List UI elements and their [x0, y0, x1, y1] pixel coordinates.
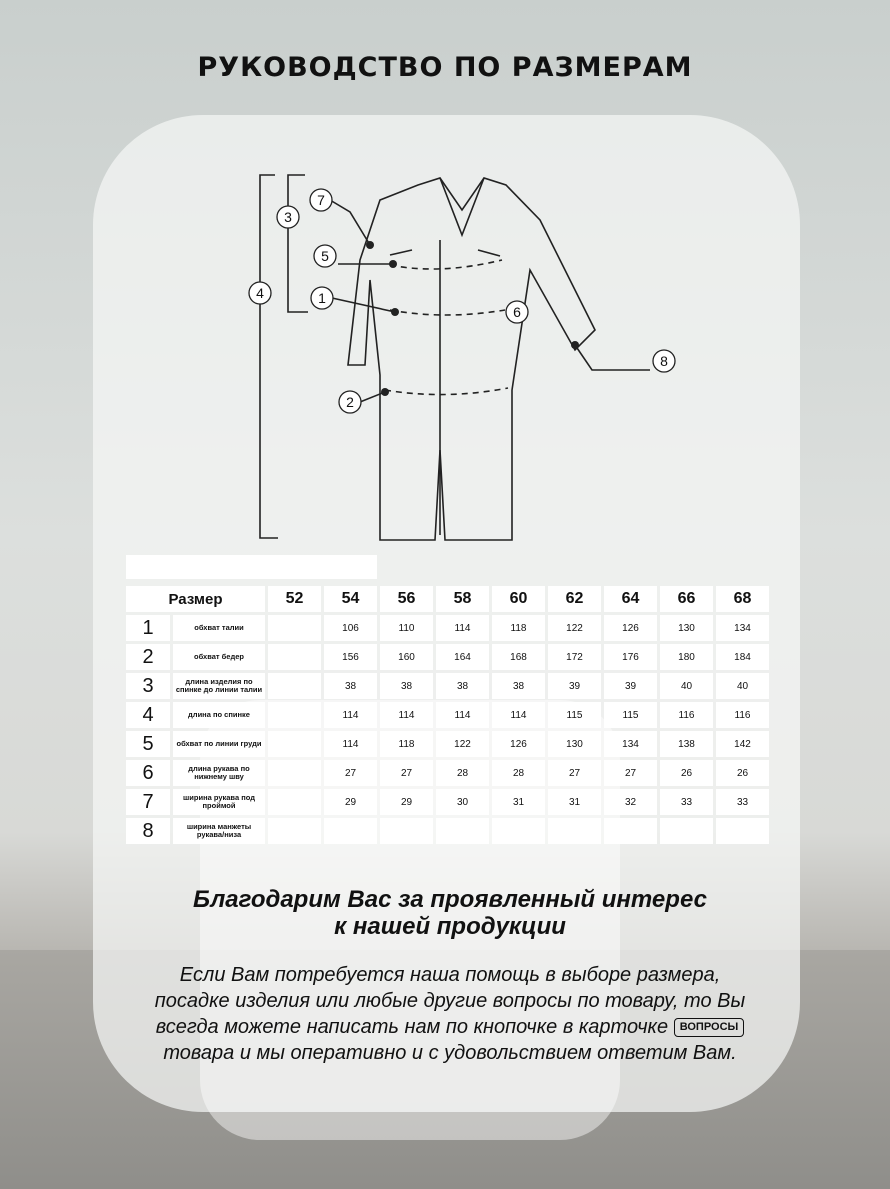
table-cell: 38 [380, 673, 433, 699]
size-header-64: 64 [604, 586, 657, 612]
table-cell: 28 [492, 760, 545, 786]
table-cell: 106 [324, 615, 377, 641]
table-row [126, 615, 769, 641]
size-header-62: 62 [548, 586, 601, 612]
table-cell: 27 [380, 760, 433, 786]
marker-label-8: 8 [660, 353, 668, 369]
table-cell [268, 731, 321, 757]
table-cell [660, 818, 713, 844]
help-text-part-1: Если Вам потребуется наша помощь в выборе размера, посадке изделия или любые другие вопросы по товару, то Вы всегда можете написать нам по кнопочке в карточке [154, 964, 746, 1038]
row-number: 5 [126, 731, 170, 757]
size-table [123, 583, 772, 847]
table-cell: 26 [716, 760, 769, 786]
table-cell: 40 [716, 673, 769, 699]
table-cell: 164 [436, 644, 489, 670]
row-label: длина изделия по спинке до линии талии [173, 673, 265, 699]
thanks-line-2: к нашей продукции [334, 913, 566, 940]
row-label: длина по спинке [173, 702, 265, 728]
table-row [126, 760, 769, 786]
size-header-66: 66 [660, 586, 713, 612]
table-cell: 39 [604, 673, 657, 699]
row-label: обхват бедер [173, 644, 265, 670]
table-cell: 122 [548, 615, 601, 641]
table-row [126, 644, 769, 670]
table-cell [268, 702, 321, 728]
table-cell: 29 [324, 789, 377, 815]
row-label: обхват талии [173, 615, 265, 641]
table-cell: 27 [324, 760, 377, 786]
table-cell [268, 673, 321, 699]
row-number: 8 [126, 818, 170, 844]
marker-label-3: 3 [284, 209, 292, 225]
row-number: 4 [126, 702, 170, 728]
table-cell: 114 [436, 702, 489, 728]
size-header-label: Размер [126, 586, 265, 612]
table-cell [324, 818, 377, 844]
table-cell [492, 818, 545, 844]
table-cell [268, 644, 321, 670]
table-row [126, 702, 769, 728]
marker-label-6: 6 [513, 304, 521, 320]
table-cell: 110 [380, 615, 433, 641]
table-cell: 39 [548, 673, 601, 699]
table-cell: 118 [492, 615, 545, 641]
table-cell: 134 [716, 615, 769, 641]
table-cell: 38 [436, 673, 489, 699]
size-header-56: 56 [380, 586, 433, 612]
table-cell: 29 [380, 789, 433, 815]
size-header-52: 52 [268, 586, 321, 612]
table-cell: 138 [660, 731, 713, 757]
help-text-part-2: товара и мы оперативно и с удовольствием ответим Вам. [163, 1042, 737, 1064]
table-row [126, 818, 769, 844]
table-cell [268, 760, 321, 786]
row-label: ширина манжеты рукава/низа [173, 818, 265, 844]
table-cell: 156 [324, 644, 377, 670]
table-cell [716, 818, 769, 844]
table-cell: 184 [716, 644, 769, 670]
table-cell: 118 [380, 731, 433, 757]
table-cell [268, 818, 321, 844]
questions-button[interactable]: ВОПРОСЫ [674, 1018, 745, 1037]
row-number: 2 [126, 644, 170, 670]
marker-label-5: 5 [321, 248, 329, 264]
table-cell: 176 [604, 644, 657, 670]
table-cell: 114 [436, 615, 489, 641]
table-cell [380, 818, 433, 844]
table-cell: 142 [716, 731, 769, 757]
table-cell: 116 [716, 702, 769, 728]
table-cell: 130 [660, 615, 713, 641]
table-cell [548, 818, 601, 844]
thanks-heading [100, 886, 800, 940]
size-header-60: 60 [492, 586, 545, 612]
table-cell [268, 789, 321, 815]
table-cell: 38 [324, 673, 377, 699]
table-cell: 115 [604, 702, 657, 728]
marker-label-7: 7 [317, 192, 325, 208]
table-cell [268, 615, 321, 641]
row-number: 7 [126, 789, 170, 815]
table-title-cell [126, 555, 377, 579]
table-cell: 116 [660, 702, 713, 728]
table-cell: 32 [604, 789, 657, 815]
table-cell: 31 [492, 789, 545, 815]
table-cell: 33 [660, 789, 713, 815]
table-cell: 31 [548, 789, 601, 815]
table-cell: 172 [548, 644, 601, 670]
table-cell: 168 [492, 644, 545, 670]
row-label: ширина рукава под проймой [173, 789, 265, 815]
table-cell: 160 [380, 644, 433, 670]
row-number: 6 [126, 760, 170, 786]
table-cell: 26 [660, 760, 713, 786]
size-header-54: 54 [324, 586, 377, 612]
table-header-row [126, 586, 769, 612]
help-text [140, 962, 760, 1066]
table-cell: 30 [436, 789, 489, 815]
table-cell: 134 [604, 731, 657, 757]
size-header-68: 68 [716, 586, 769, 612]
table-cell: 114 [324, 731, 377, 757]
row-number: 3 [126, 673, 170, 699]
table-cell: 126 [604, 615, 657, 641]
table-cell: 28 [436, 760, 489, 786]
table-cell: 38 [492, 673, 545, 699]
size-header-58: 58 [436, 586, 489, 612]
table-cell: 40 [660, 673, 713, 699]
marker-label-2: 2 [346, 394, 354, 410]
thanks-line-1: Благодарим Вас за проявленный интерес [193, 886, 707, 913]
table-cell [436, 818, 489, 844]
garment-diagram [240, 160, 700, 550]
table-row [126, 673, 769, 699]
marker-label-4: 4 [256, 285, 264, 301]
page-title: РУКОВОДСТВО ПО РАЗМЕРАМ [197, 52, 693, 83]
table-cell: 27 [604, 760, 657, 786]
row-number: 1 [126, 615, 170, 641]
table-cell: 122 [436, 731, 489, 757]
marker-label-1: 1 [318, 290, 326, 306]
row-label: длина рукава по нижнему шву [173, 760, 265, 786]
table-row [126, 731, 769, 757]
table-cell: 126 [492, 731, 545, 757]
table-cell [604, 818, 657, 844]
table-cell: 115 [548, 702, 601, 728]
table-cell: 33 [716, 789, 769, 815]
table-cell: 27 [548, 760, 601, 786]
table-cell: 130 [548, 731, 601, 757]
table-cell: 114 [380, 702, 433, 728]
table-row [126, 789, 769, 815]
table-cell: 114 [324, 702, 377, 728]
table-cell: 114 [492, 702, 545, 728]
row-label: обхват по линии груди [173, 731, 265, 757]
table-cell: 180 [660, 644, 713, 670]
